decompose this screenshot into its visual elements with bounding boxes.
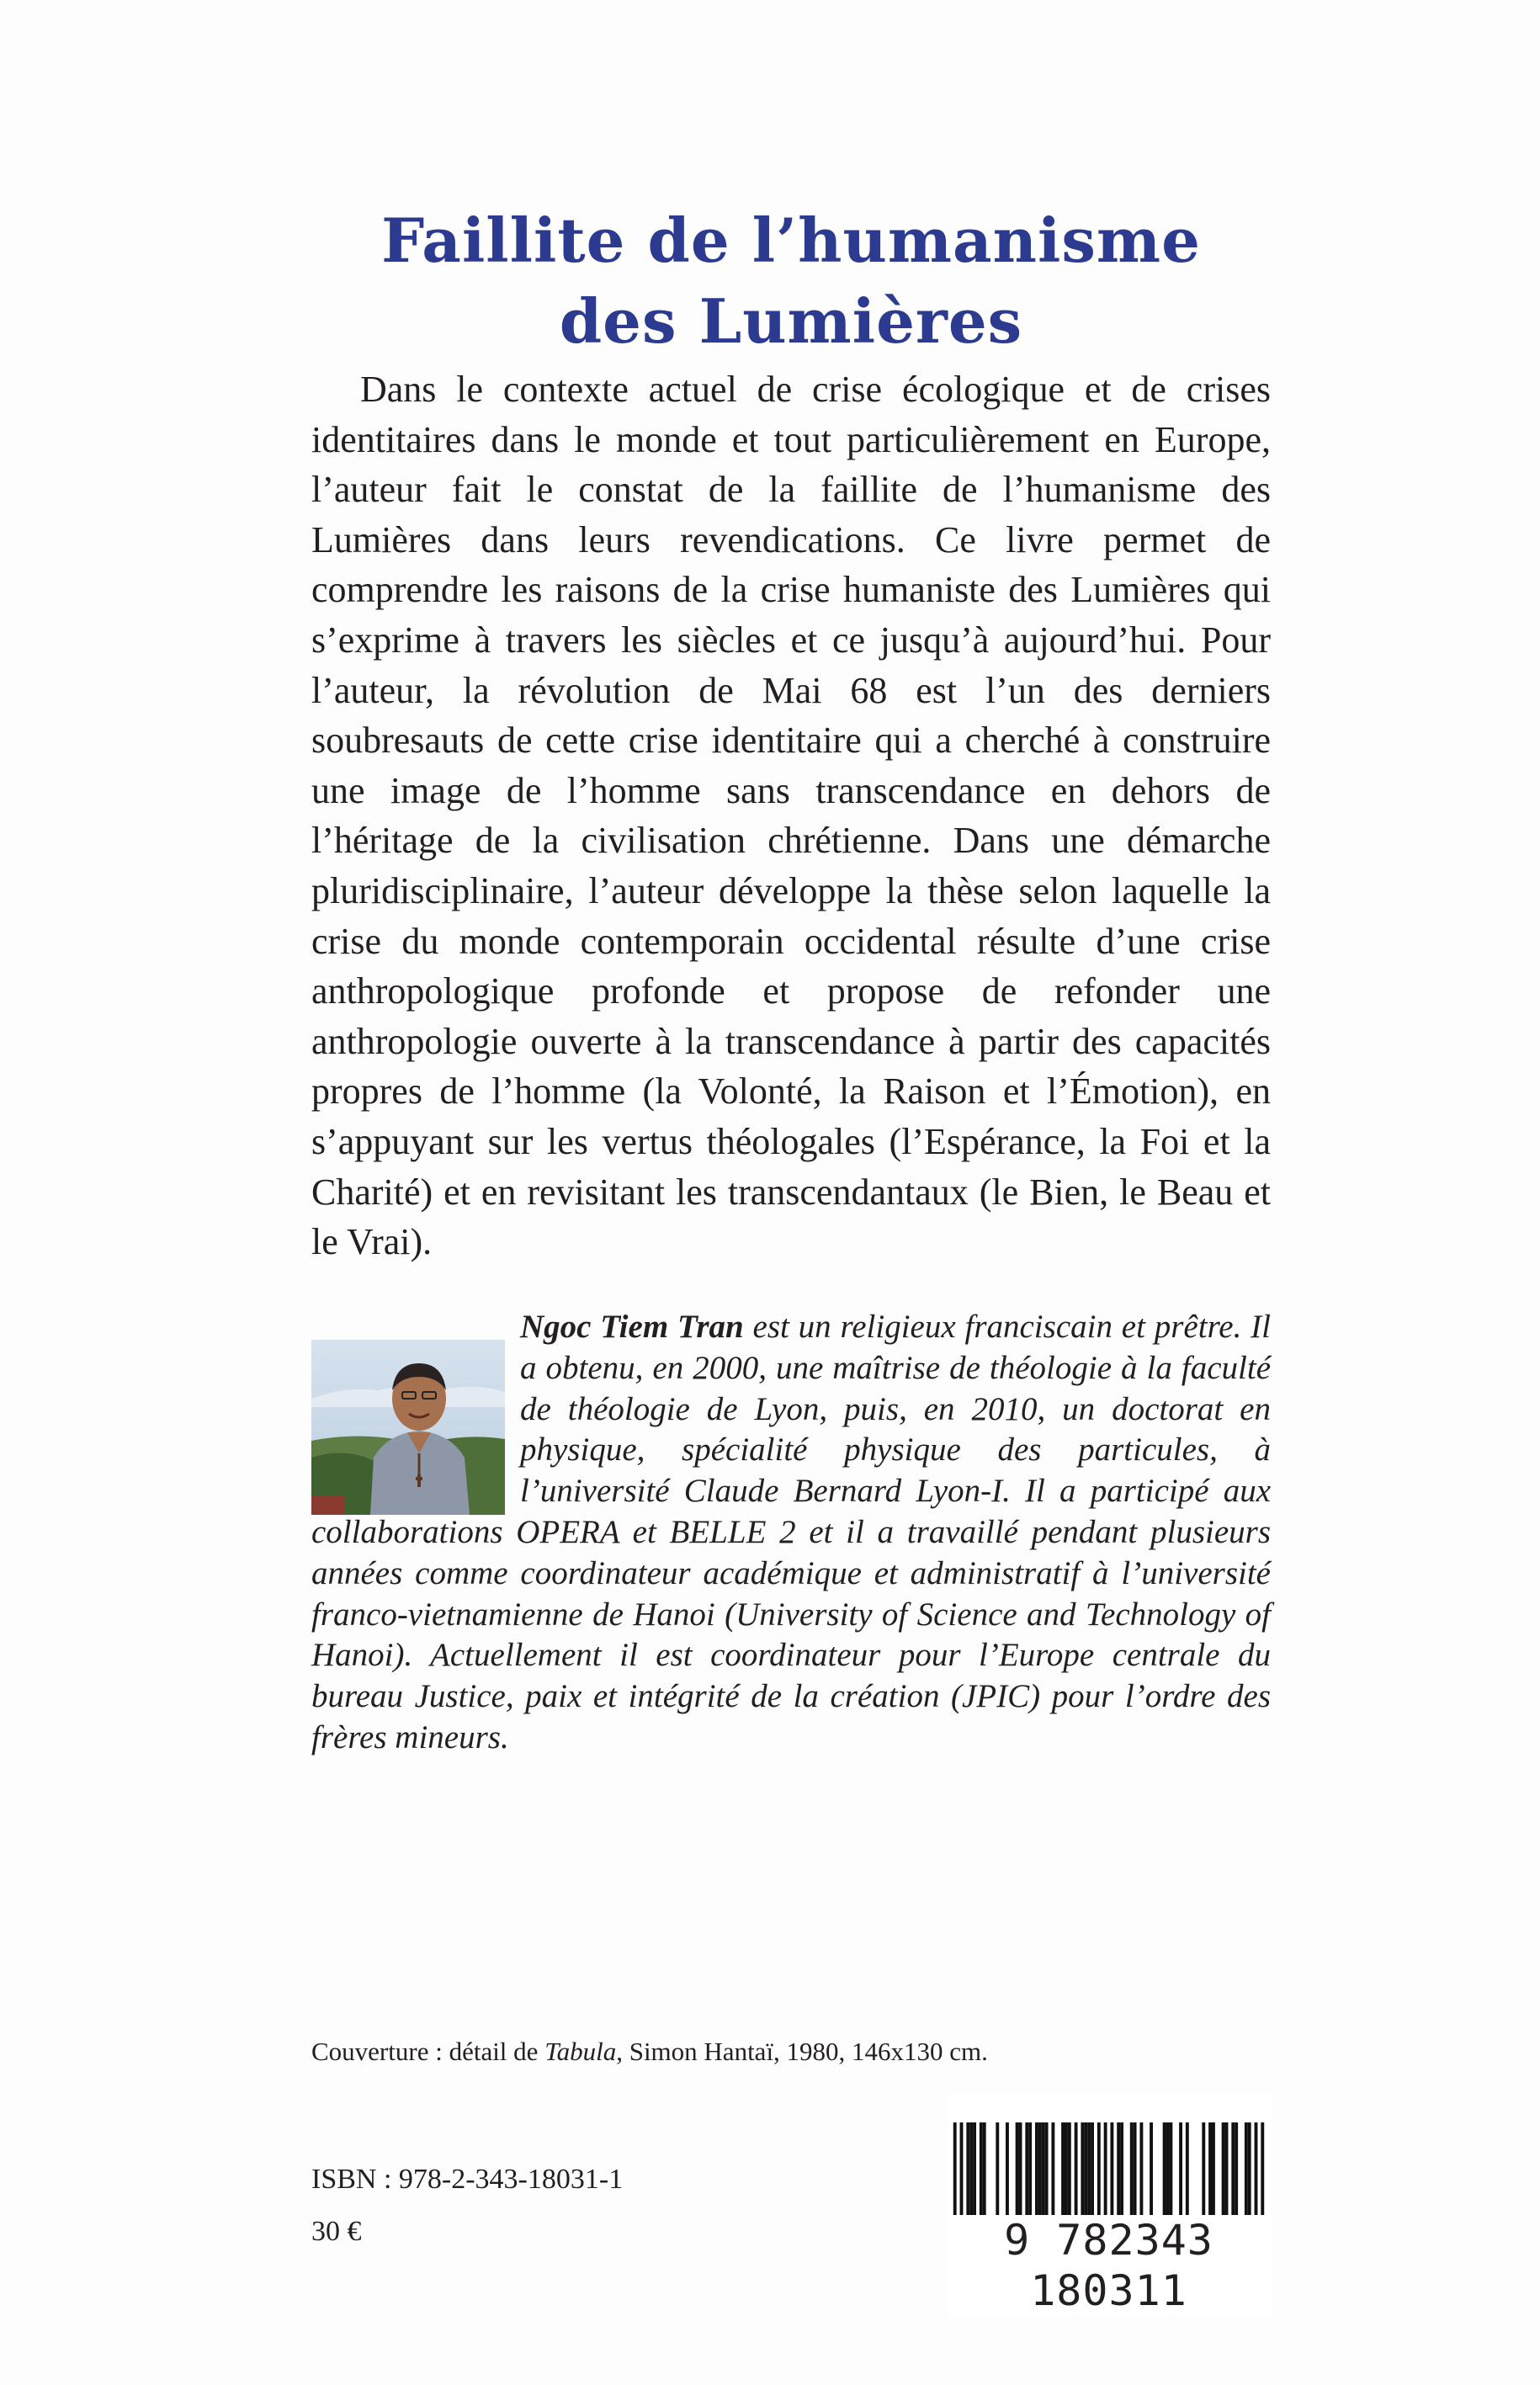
cover-credit-work: Tabula [544, 2037, 617, 2066]
book-title-line-2: des Lumières [559, 285, 1023, 358]
cover-credit-suffix: , Simon Hantaï, 1980, 146x130 cm. [616, 2037, 988, 2066]
book-title [311, 200, 1271, 362]
author-bio-text: est un religieux franciscain et prêtre. Il a obtenu, en 2000, une maîtrise de théologie à la faculté de théologie de Lyon, puis, en 2010, un doctorat en physique, spécialité physique des particules, à l’université Claude Bernard Lyon-I. Il a participé aux collaborations OPERA et BELLE 2 et il a travaillé pendant plusieurs années comme coordinateur académique et administratif à l’université franco-vietnamienne de Hanoi (University of Science and Technology of Hanoi). Actuellement il est coordinateur pour l’Europe centrale du bureau Justice, paix et intégrité de la création (JPIC) pour l’ordre des frères mineurs. [311, 1309, 1271, 1756]
author-name: Ngoc Tiem Tran [520, 1309, 744, 1345]
photo-spacer [311, 1307, 520, 1511]
price: 30 € [311, 2216, 362, 2247]
book-summary: Dans le contexte actuel de crise écologique et de crises identitaires dans le monde et tout particulièrement en Europe, l’auteur fait le constat de la faillite de l’humanisme des Lumières dans leurs revendications. Ce livre permet de comprendre les raisons de la crise humaniste des Lumières qui s’exprime à travers les siècles et ce jusqu’à aujourd’hui. Pour l’auteur, la révolution de Mai 68 est l’un des derniers soubresauts de cette crise identitaire qui a cherché à construire une image de l’homme sans transcendance en dehors de l’héritage de la civilisation chrétienne. Dans une démarche pluridisciplinaire, l’auteur développe la thèse selon laquelle la crise du monde contemporain occidental résulte d’une crise anthropologique profonde et propose de refonder une anthropologie ouverte à la transcendance à partir des capacités propres de l’homme (la Volonté, la Raison et l’Émotion), en s’appuyant sur les vertus théologales (l’Espérance, la Foi et la Charité) et en revisitant les transcendantaux (le Bien, le Beau et le Vrai). [311, 369, 1271, 1263]
cover-credit [311, 2035, 1069, 2069]
isbn: ISBN : 978-2-343-18031-1 [311, 2164, 624, 2195]
cover-credit-prefix: Couverture : détail de [311, 2037, 545, 2066]
barcode-digits: 9 782343 180311 [947, 2215, 1271, 2316]
book-title-line-1: Faillite de l’humanisme [381, 205, 1201, 277]
author-biography [311, 1307, 1271, 1759]
